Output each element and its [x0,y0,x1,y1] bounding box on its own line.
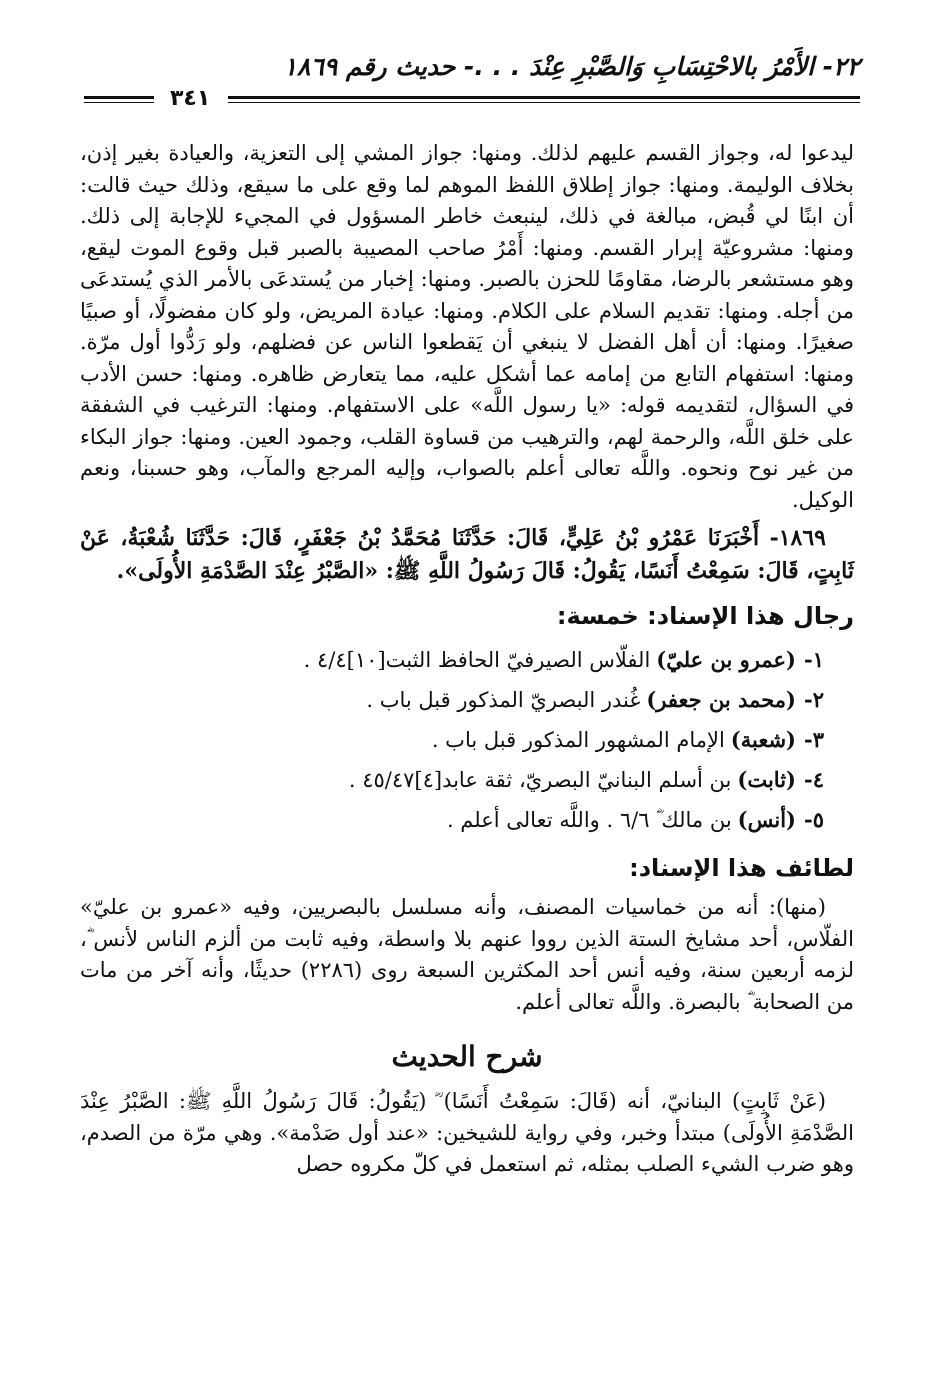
header-rule-short [84,96,154,103]
lataif-paragraph: (منها): أنه من خماسيات المصنف، وأنه مسلسل بالبصريين، وفيه «عمرو بن عليّ» الفلّاس، أحد مشايخ الستة الذين رووا عنهم بلا واسطة، وفيه ثابت من ألزم الناس لأنس ؓ، لزمه أربعين سنة، وفيه أنس أحد المكثرين السبعة روى (٢٢٨٦) حديثًا، وأنه آخر من مات من الصحابة ؓ بالبصرة. واللَّه تعالى أعلم. [80,895,854,1014]
hadith-text: ١٨٦٩- أَخْبَرَنَا عَمْرُو بْنُ عَلِيٍّ، قَالَ: حَدَّثَنَا مُحَمَّدُ بْنُ جَعْفَرٍ، قَالَ: حَدَّثَنَا شُعْبَةُ، عَنْ ثَابِتٍ، قَالَ: سَمِعْتُ أَنَسًا، يَقُولُ: قَالَ رَسُولُ اللَّهِ ﷺ: «الصَّبْرُ عِنْدَ الصَّدْمَةِ الأُولَى». [80,525,854,584]
commentary-paragraph: ليدعوا له، وجواز القسم عليهم لذلك. ومنها: جواز المشي إلى التعزية، والعيادة بغير إذن، بخلاف الوليمة. ومنها: جواز إطلاق اللفظ الموهم لما وقع على ما سيقع، وذلك حيث قالت: أن ابنًا لي قُبض، مبالغة في ذلك، لينبعث خاطر المسؤول في المجيء للإجابة إلى ذلك. ومنها: مشروعيّة إبرار القسم. ومنها: أَمْرُ صاحب المصيبة بالصبر قبل وقوع الموت ليقع، وهو مستشعر بالرضا، مقاومًا للحزن بالصبر. ومنها: إخبار من يُستدعَى بالأمر الذي يُستدعَى من أجله. ومنها: تقديم السلام على الكلام. ومنها: عيادة المريض، ولو كان مفضولًا، أو صبيًا صغيرًا. ومنها: أن أهل الفضل لا ينبغي أن يَقطعوا الناس عن فضلهم، ولو رَدُّوا أول مرّة. ومنها: استفهام التابع من إمامه عما أشكل عليه، مما يتعارض ظاهره. ومنها: حسن الأدب في السؤال، لتقديمه قوله: «يا رسول اللَّه» على الاستفهام. ومنها: الترغيب في الشفقة على خلق اللَّه، والرحمة لهم، والترهيب من قساوة القلب، وجمود العين. ومنها: جواز البكاء من غير نوح ونحوه. واللَّه تعالى أعلم بالصواب، وإليه المرجع والمآب، وهو حسبنا، ونعم الوكيل. [80,141,854,512]
page-number: ٣٤١ [162,86,218,111]
sharh-heading: شرح الحديث [391,1040,543,1073]
narrator-item: ١-(عمرو بن عليّ)الفلّاس الصيرفيّ الحافظ الثبت[١٠]٤/٤ . [303,647,824,672]
page-header [84,44,860,111]
lataif-heading: لطائف هذا الإسناد: [629,854,854,882]
running-title: ٢٢- الأَمْرُ بالاحْتِسَابِ وَالصَّبْرِ عِنْدَ . . .- حديث رقم ١٨٦٩ [283,52,860,81]
header-rule [228,96,860,103]
narrator-item: ٥-(أنس)بن مالك ؓ ٦/٦ . واللَّه تعالى أعلم . [446,807,824,832]
isnad-heading: رجال هذا الإسناد: خمسة: [556,602,854,630]
narrator-list [80,640,854,840]
page-content [80,138,854,1181]
sharh-paragraph: (عَنْ ثَابِتٍ) البنانيّ، أنه (قَالَ: سَمِعْتُ أَنَسًا) ؓ (يَقُولُ: قَالَ رَسُولُ اللَّهِ ﷺ: الصَّبْرُ عِنْدَ الصَّدْمَةِ الأُولَى) مبتدأ وخبر، وفي رواية للشيخين: «عند أول صَدْمة». وهي مرّة من الصدم، وهو ضرب الشيء الصلب بمثله، ثم استعمل في كلّ مكروه حصل [80,1089,854,1176]
narrator-item: ٣-(شعبة)الإمام المشهور المذكور قبل باب . [431,727,824,752]
narrator-item: ٢-(محمد بن جعفر)غُندر البصريّ المذكور قبل باب . [366,687,824,712]
narrator-item: ٤-(ثابت)بن أسلم البنانيّ البصريّ، ثقة عابد[٤]٤٥/٤٧ . [348,767,824,792]
